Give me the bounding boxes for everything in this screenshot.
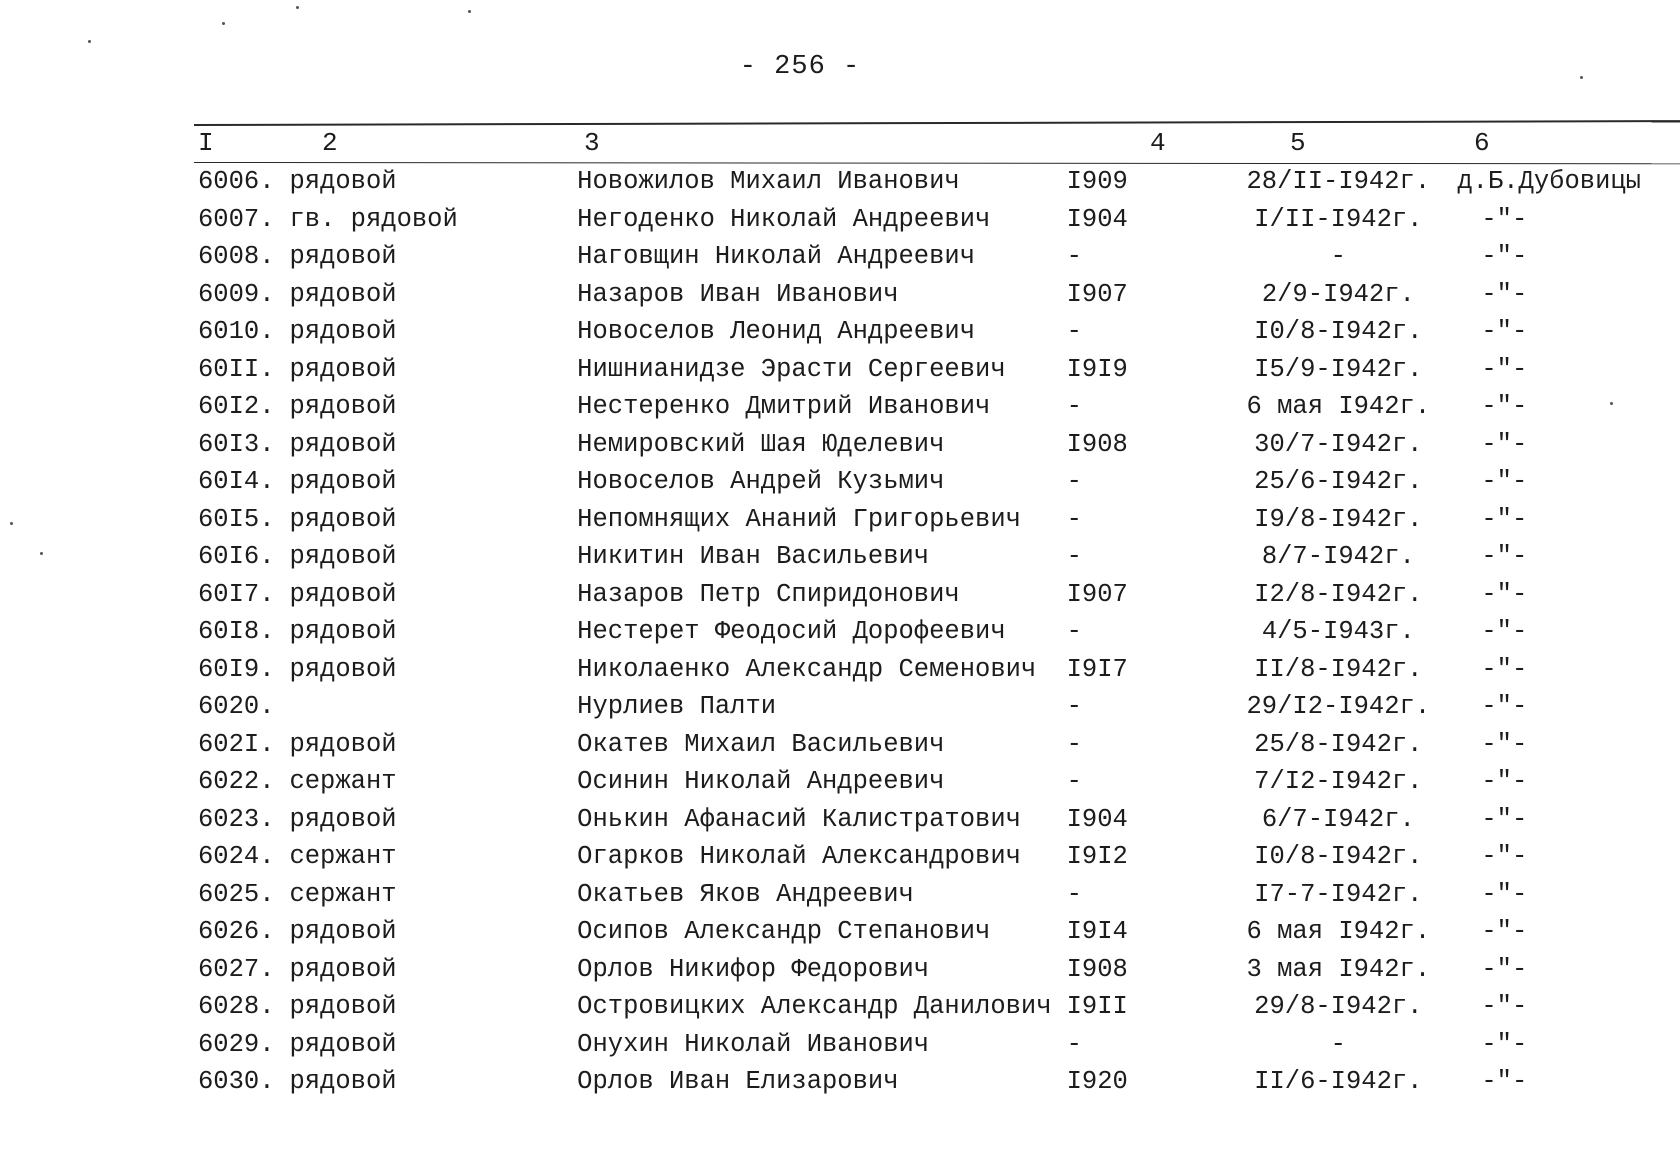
entry-number: 6009. <box>198 279 275 309</box>
full-name: Новоселов Леонид Андреевич <box>577 317 976 347</box>
military-rank: рядовой <box>289 954 397 984</box>
table-row <box>198 276 1680 314</box>
full-name: Новоселов Андрей Кузьмич <box>577 467 945 497</box>
column-header-2: 2 <box>322 128 338 158</box>
full-name: Орлов Иван Елизарович <box>577 1067 899 1097</box>
birth-year: I907 <box>1066 279 1128 309</box>
entry-number: 6020. <box>198 692 275 722</box>
birth-year: I909 <box>1066 167 1128 197</box>
birth-year: - <box>1066 504 1082 534</box>
entry-number: 60I3. <box>198 429 275 459</box>
birth-year: I9I2 <box>1066 842 1128 872</box>
entry-number: 602I. <box>198 729 275 759</box>
birth-year: - <box>1066 767 1082 797</box>
scan-speck <box>88 40 91 43</box>
table-row <box>198 238 1680 276</box>
full-name: Немировский Шая Юделевич <box>577 429 945 459</box>
entry-number: 6008. <box>198 242 275 272</box>
burial-place: -"- <box>1481 917 1528 947</box>
full-name: Осипов Александр Степанович <box>577 917 991 947</box>
military-rank: сержант <box>289 842 397 872</box>
entry-number: 60I7. <box>198 579 275 609</box>
burial-place: -"- <box>1481 992 1528 1022</box>
death-date: 29/I2-I942г. <box>1246 692 1431 722</box>
entry-number: 6007. <box>198 204 275 234</box>
death-date: II/8-I942г. <box>1254 654 1423 684</box>
military-rank: гв. рядовой <box>289 204 458 234</box>
military-rank: рядовой <box>289 504 397 534</box>
entry-number: 60I9. <box>198 654 275 684</box>
burial-place: -"- <box>1481 467 1528 497</box>
full-name: Новожилов Михаил Иванович <box>577 167 960 197</box>
full-name: Окатьев Яков Андреевич <box>577 879 914 909</box>
death-date: 3 мая I942г. <box>1246 954 1431 984</box>
burial-place: -"- <box>1481 1067 1528 1097</box>
entry-number: 6026. <box>198 917 275 947</box>
entry-number: 60I8. <box>198 617 275 647</box>
military-rank <box>289 688 577 726</box>
military-rank: рядовой <box>289 392 397 422</box>
table-row <box>198 801 1680 839</box>
table-row <box>198 988 1680 1026</box>
table-row <box>198 838 1680 876</box>
entry-number: 6030. <box>198 1067 275 1097</box>
entry-number: 6025. <box>198 879 275 909</box>
military-rank: рядовой <box>289 1067 397 1097</box>
entry-number: 60II. <box>198 354 275 384</box>
military-rank: рядовой <box>289 242 397 272</box>
entry-number: 60I5. <box>198 504 275 534</box>
death-date: 29/8-I942г. <box>1254 992 1423 1022</box>
full-name: Онухин Николай Иванович <box>577 1029 930 1059</box>
birth-year: - <box>1066 729 1082 759</box>
column-header-6: 6 <box>1474 128 1490 158</box>
death-date: 28/II-I942г. <box>1246 167 1431 197</box>
entry-number: 60I6. <box>198 542 275 572</box>
birth-year: I9II <box>1066 992 1128 1022</box>
scan-speck <box>222 22 225 25</box>
full-name: Наговщин Николай Андреевич <box>577 242 976 272</box>
table-row <box>198 351 1680 389</box>
death-date: 8/7-I942г. <box>1261 542 1415 572</box>
military-rank: рядовой <box>289 917 397 947</box>
burial-place: -"- <box>1481 954 1528 984</box>
table-row <box>198 763 1680 801</box>
death-date: 2/9-I942г. <box>1261 279 1415 309</box>
burial-place: -"- <box>1481 204 1528 234</box>
military-rank: рядовой <box>289 429 397 459</box>
scan-speck <box>10 522 13 525</box>
table-row <box>198 201 1680 239</box>
table-row <box>198 313 1680 351</box>
table-row <box>198 463 1680 501</box>
table-row <box>198 1026 1680 1064</box>
entry-number: 60I4. <box>198 467 275 497</box>
military-rank: рядовой <box>289 354 397 384</box>
entry-number: 60I2. <box>198 392 275 422</box>
death-date: 25/8-I942г. <box>1254 729 1423 759</box>
military-rank: рядовой <box>289 992 397 1022</box>
entry-number: 6027. <box>198 954 275 984</box>
burial-place: -"- <box>1481 842 1528 872</box>
full-name: Орлов Никифор Федорович <box>577 954 930 984</box>
birth-year: I908 <box>1066 954 1128 984</box>
death-date: I0/8-I942г. <box>1254 842 1423 872</box>
entry-number: 6024. <box>198 842 275 872</box>
burial-place: -"- <box>1481 879 1528 909</box>
birth-year: I907 <box>1066 579 1128 609</box>
column-header-1: I <box>198 128 214 158</box>
burial-place: -"- <box>1481 767 1528 797</box>
full-name: Непомнящих Ананий Григорьевич <box>577 504 1021 534</box>
burial-place: -"- <box>1481 504 1528 534</box>
military-rank: рядовой <box>289 279 397 309</box>
full-name: Окатев Михаил Васильевич <box>577 729 945 759</box>
military-rank: рядовой <box>289 167 397 197</box>
birth-year: I904 <box>1066 804 1128 834</box>
birth-year: I920 <box>1066 1067 1128 1097</box>
table-row <box>198 426 1680 464</box>
full-name: Назаров Иван Иванович <box>577 279 899 309</box>
entry-number: 6022. <box>198 767 275 797</box>
military-rank: рядовой <box>289 1029 397 1059</box>
birth-year: I9I7 <box>1066 654 1128 684</box>
table-row <box>198 1063 1680 1101</box>
birth-year: I9I9 <box>1066 354 1128 384</box>
military-rank: рядовой <box>289 729 397 759</box>
burial-place: -"- <box>1481 804 1528 834</box>
death-date: I2/8-I942г. <box>1254 579 1423 609</box>
burial-place: -"- <box>1481 1029 1528 1059</box>
death-date: 6 мая I942г. <box>1246 917 1431 947</box>
death-date: I0/8-I942г. <box>1254 317 1423 347</box>
burial-place: д.Б.Дубовицы <box>1457 167 1641 197</box>
burial-place: -"- <box>1481 242 1528 272</box>
military-rank: сержант <box>289 879 397 909</box>
page-number: - 256 - <box>739 52 861 82</box>
death-date: 4/5-I943г. <box>1261 617 1415 647</box>
birth-year: - <box>1066 542 1082 572</box>
burial-place: -"- <box>1481 617 1528 647</box>
column-header-3: 3 <box>584 128 600 158</box>
full-name: Назаров Петр Спиридонович <box>577 579 960 609</box>
birth-year: - <box>1066 242 1082 272</box>
table-row <box>198 501 1680 539</box>
birth-year: I904 <box>1066 204 1128 234</box>
military-rank: рядовой <box>289 617 397 647</box>
table-row <box>198 876 1680 914</box>
death-date: - <box>1330 1029 1346 1059</box>
military-rank: рядовой <box>289 542 397 572</box>
birth-year: I908 <box>1066 429 1128 459</box>
register-rows <box>198 163 1680 1101</box>
table-row <box>198 613 1680 651</box>
death-date: 30/7-I942г. <box>1254 429 1423 459</box>
table-row <box>198 163 1680 201</box>
birth-year: - <box>1066 467 1082 497</box>
table-row <box>198 651 1680 689</box>
birth-year: - <box>1066 1029 1082 1059</box>
death-date: I9/8-I942г. <box>1254 504 1423 534</box>
burial-place: -"- <box>1481 429 1528 459</box>
scan-speck <box>1580 76 1583 79</box>
birth-year: I9I4 <box>1066 917 1128 947</box>
entry-number: 6006. <box>198 167 275 197</box>
burial-place: -"- <box>1481 579 1528 609</box>
military-rank: рядовой <box>289 317 397 347</box>
table-row <box>198 576 1680 614</box>
birth-year: - <box>1066 879 1082 909</box>
death-date: II/6-I942г. <box>1254 1067 1423 1097</box>
death-date: 7/I2-I942г. <box>1254 767 1423 797</box>
top-rule <box>194 120 1680 126</box>
full-name: Осинин Николай Андреевич <box>577 767 945 797</box>
column-header-4: 4 <box>1150 128 1166 158</box>
birth-year: - <box>1066 317 1082 347</box>
scan-speck <box>296 6 299 9</box>
death-date: I/II-I942г. <box>1254 204 1423 234</box>
military-rank: рядовой <box>289 804 397 834</box>
military-rank: рядовой <box>289 579 397 609</box>
burial-place: -"- <box>1481 392 1528 422</box>
full-name: Никитин Иван Васильевич <box>577 542 930 572</box>
entry-number: 6028. <box>198 992 275 1022</box>
table-row <box>198 726 1680 764</box>
burial-place: -"- <box>1481 654 1528 684</box>
table-row <box>198 688 1680 726</box>
scan-speck <box>1610 402 1613 405</box>
military-rank: сержант <box>289 767 397 797</box>
entry-number: 6023. <box>198 804 275 834</box>
full-name: Онькин Афанасий Калистратович <box>577 804 1021 834</box>
death-date: 25/6-I942г. <box>1254 467 1423 497</box>
full-name: Негоденко Николай Андреевич <box>577 204 991 234</box>
birth-year: - <box>1066 692 1082 722</box>
table-row <box>198 538 1680 576</box>
death-date: I5/9-I942г. <box>1254 354 1423 384</box>
death-date: 6 мая I942г. <box>1246 392 1431 422</box>
scan-speck <box>40 552 43 555</box>
full-name: Огарков Николай Александрович <box>577 842 1021 872</box>
military-rank: рядовой <box>289 654 397 684</box>
burial-place: -"- <box>1481 692 1528 722</box>
full-name: Островицких Александр Данилович <box>577 992 1052 1022</box>
birth-year: - <box>1066 617 1082 647</box>
table-row <box>198 951 1680 989</box>
burial-place: -"- <box>1481 317 1528 347</box>
burial-place: -"- <box>1481 542 1528 572</box>
death-date: 6/7-I942г. <box>1261 804 1415 834</box>
burial-register-table <box>198 163 1680 1101</box>
entry-number: 6010. <box>198 317 275 347</box>
table-row <box>198 913 1680 951</box>
burial-place: -"- <box>1481 729 1528 759</box>
full-name: Нурлиев Палти <box>577 692 777 722</box>
full-name: Николаенко Александр Семенович <box>577 654 1037 684</box>
birth-year: - <box>1066 392 1082 422</box>
scan-speck <box>468 10 471 13</box>
burial-place: -"- <box>1481 279 1528 309</box>
full-name: Нестерет Феодосий Дорофеевич <box>577 617 1006 647</box>
table-row <box>198 388 1680 426</box>
death-date: I7-7-I942г. <box>1254 879 1423 909</box>
burial-place: -"- <box>1481 354 1528 384</box>
full-name: Нишнианидзе Эрасти Сергеевич <box>577 354 1006 384</box>
military-rank: рядовой <box>289 467 397 497</box>
column-header-5: 5 <box>1290 128 1306 158</box>
entry-number: 6029. <box>198 1029 275 1059</box>
full-name: Нестеренко Дмитрий Иванович <box>577 392 991 422</box>
death-date: - <box>1330 242 1346 272</box>
